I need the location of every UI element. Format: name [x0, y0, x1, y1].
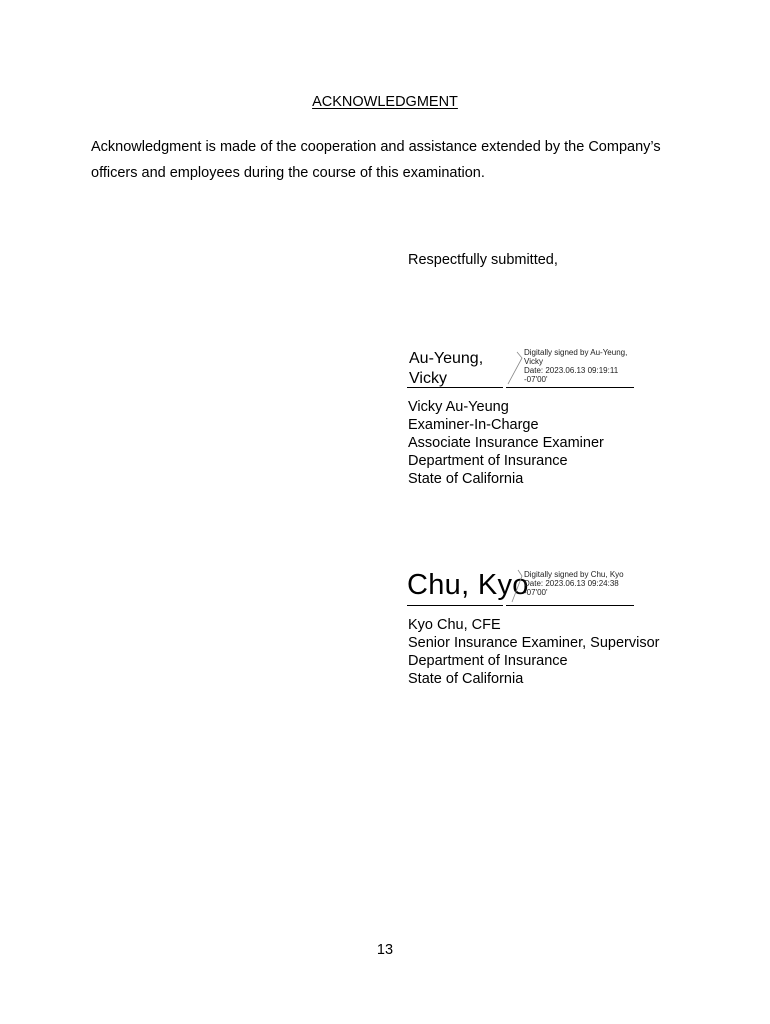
- stamp-line: -07'00': [524, 375, 548, 384]
- signer-title: Senior Insurance Examiner, Supervisor: [408, 635, 660, 651]
- signature-name-au-yeung: [409, 349, 504, 389]
- page-number: 13: [376, 942, 394, 958]
- stamp-line: Date: 2023.06.13 09:19:11: [524, 366, 619, 375]
- signature-name-chu: Chu, Kyo: [407, 569, 529, 601]
- signer-name: Kyo Chu, CFE: [408, 617, 501, 633]
- digital-signature-stamp-2: [524, 570, 639, 597]
- signature-name-line1: Au-Yeung,: [409, 350, 484, 367]
- stamp-line: Digitally signed by Chu, Kyo: [524, 570, 624, 579]
- signature-name-line2: Vicky: [409, 370, 447, 387]
- page-title: ACKNOWLEDGMENT: [312, 94, 458, 110]
- signer-block-1: [408, 398, 604, 488]
- stamp-line: Digitally signed by Au-Yeung,: [524, 348, 628, 357]
- digital-signature-stamp-1: [524, 348, 639, 384]
- signer-block-2: [408, 616, 659, 688]
- signature-underline: [506, 387, 634, 388]
- signature-underline: [407, 605, 503, 606]
- signer-role: Examiner-In-Charge: [408, 417, 539, 433]
- signature-slash-icon: [505, 350, 525, 386]
- signature-underline: [506, 605, 634, 606]
- signer-department: Department of Insurance: [408, 453, 568, 469]
- signer-state: State of California: [408, 471, 524, 487]
- signer-state: State of California: [408, 671, 524, 687]
- signer-name: Vicky Au-Yeung: [408, 399, 509, 415]
- acknowledgment-paragraph: Acknowledgment is made of the cooperation and assistance extended by the Company’s officers and employees during the course of this examination.: [91, 139, 661, 181]
- signature-underline: [407, 387, 503, 388]
- closing-text: Respectfully submitted,: [408, 252, 558, 268]
- signer-title: Associate Insurance Examiner: [408, 435, 604, 451]
- stamp-line: -07'00': [524, 588, 548, 597]
- stamp-line: Date: 2023.06.13 09:24:38: [524, 579, 619, 588]
- signer-department: Department of Insurance: [408, 653, 568, 669]
- stamp-line: Vicky: [524, 357, 543, 366]
